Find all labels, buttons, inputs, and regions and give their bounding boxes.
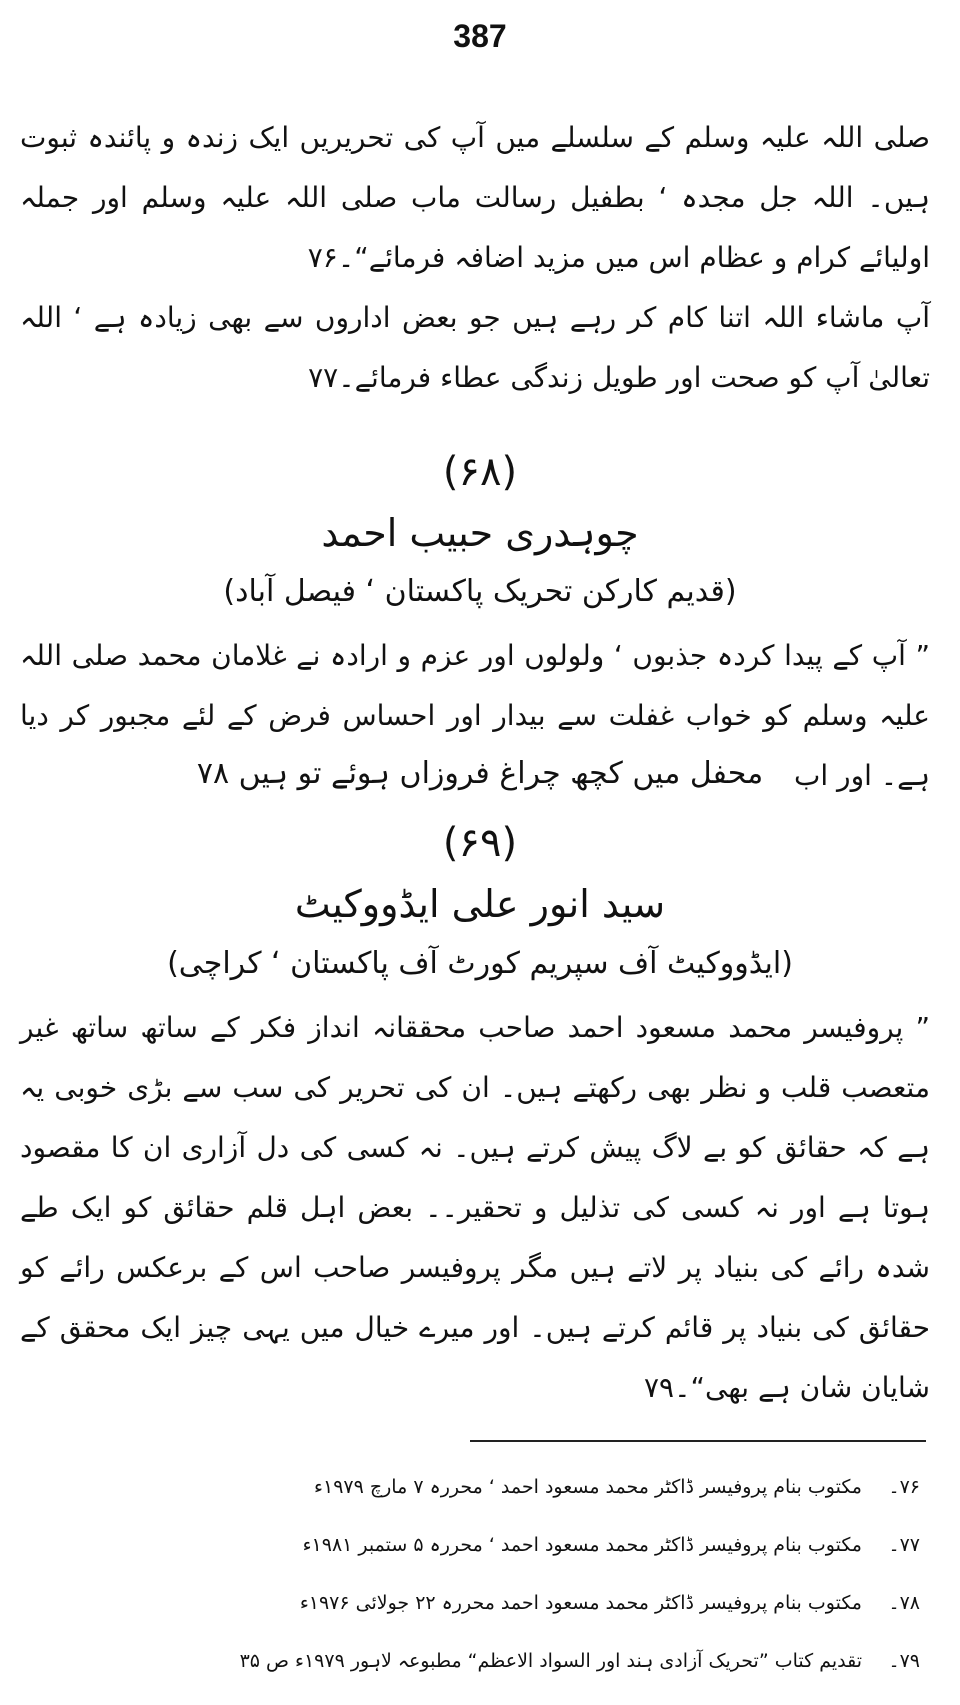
footnote-number: ۷۹۔	[888, 1650, 920, 1672]
footnote-number: ۷۷۔	[888, 1534, 920, 1556]
entry-verse: محفل میں کچھ چراغ فروزاں ہوئے تو ہیں ۷۸	[196, 756, 764, 791]
entry-number: (۶۹)	[442, 820, 518, 866]
paragraph: آپ ماشاء اللہ اتنا کام کر رہے ہیں جو بعض اداروں سے بھی زیادہ ہے ‘ اللہ تعالیٰ آپ کو صحت اور طویل زندگی عطاء فرمائے۔۷۷	[20, 301, 930, 394]
entry-description: (ایڈووکیٹ آف سپریم کورٹ آف پاکستان ‘ کراچی)	[167, 946, 793, 981]
footnotes	[180, 1458, 920, 1690]
footnote	[180, 1458, 920, 1516]
footnote-text: مکتوب بنام پروفیسر ڈاکٹر محمد مسعود احمد ‘ محررہ ۷ مارچ ۱۹۷۹ء	[314, 1476, 862, 1498]
footnote-text: مکتوب بنام پروفیسر ڈاکٹر محمد مسعود احمد ‘ محررہ ۵ ستمبر ۱۹۸۱ء	[302, 1534, 862, 1556]
entry-quote: ” آپ کے پیدا کردہ جذبوں ‘ ولولوں اور عزم و ارادہ نے غلامان محمد صلی اللہ علیہ وسلم کو خواب غفلت سے بیدار اور احساس فرض کے لئے مجبور کر دیا ہے۔ اور اب	[20, 639, 930, 792]
entry-number: (۶۸)	[442, 449, 518, 495]
footnote	[180, 1574, 920, 1632]
entry-name: سید انور علی ایڈووکیٹ	[294, 882, 666, 926]
continued-text	[20, 108, 930, 408]
footnote-separator	[470, 1440, 926, 1442]
entry-name: چوہدری حبیب احمد	[321, 511, 639, 555]
footnote-number: ۷۸۔	[888, 1592, 920, 1614]
footnote	[180, 1516, 920, 1574]
page-number: 387	[453, 18, 507, 54]
paragraph: صلی اللہ علیہ وسلم کے سلسلے میں آپ کی تحریریں ایک زندہ و پائندہ ثبوت ہیں۔ اللہ جل مجدہ ‘ بطفیل رسالت ماب صلی اللہ علیہ وسلم اور جملہ اولیائے کرام و عظام اس میں مزید اضافہ فرمائے“۔۷۶	[20, 121, 930, 274]
footnote-number: ۷۶۔	[888, 1476, 920, 1498]
footnote	[180, 1632, 920, 1690]
entry-quote: ” پروفیسر محمد مسعود احمد صاحب محققانہ انداز فکر کے ساتھ ساتھ غیر متعصب قلب و نظر بھی رکھتے ہیں۔ ان کی تحریر کی سب سے بڑی خوبی یہ ہے کہ حقائق کو بے لاگ پیش کرتے ہیں۔ نہ کسی کی دل آزاری ان کا مقصود ہوتا ہے اور نہ کسی کی تذلیل و تحقیر۔۔ بعض اہل قلم حقائق کو ایک طے شدہ رائے کی بنیاد پر لاتے ہیں مگر پروفیسر صاحب اس کے برعکس رائے کو حقائق کی بنیاد پر قائم کرتے ہیں۔ اور میرے خیال میں یہی چیز ایک محقق کے شایان شان ہے بھی“۔۷۹	[20, 1011, 930, 1404]
footnote-text: مکتوب بنام پروفیسر ڈاکٹر محمد مسعود احمد محررہ ۲۲ جولائی ۱۹۷۶ء	[299, 1592, 862, 1614]
entry-description: (قدیم کارکن تحریک پاکستان ‘ فیصل آباد)	[223, 574, 737, 609]
footnote-text: تقدیم کتاب ”تحریک آزادی ہند اور السواد الاعظم“ مطبوعہ لاہور ۱۹۷۹ء ص ۳۵	[239, 1650, 862, 1672]
